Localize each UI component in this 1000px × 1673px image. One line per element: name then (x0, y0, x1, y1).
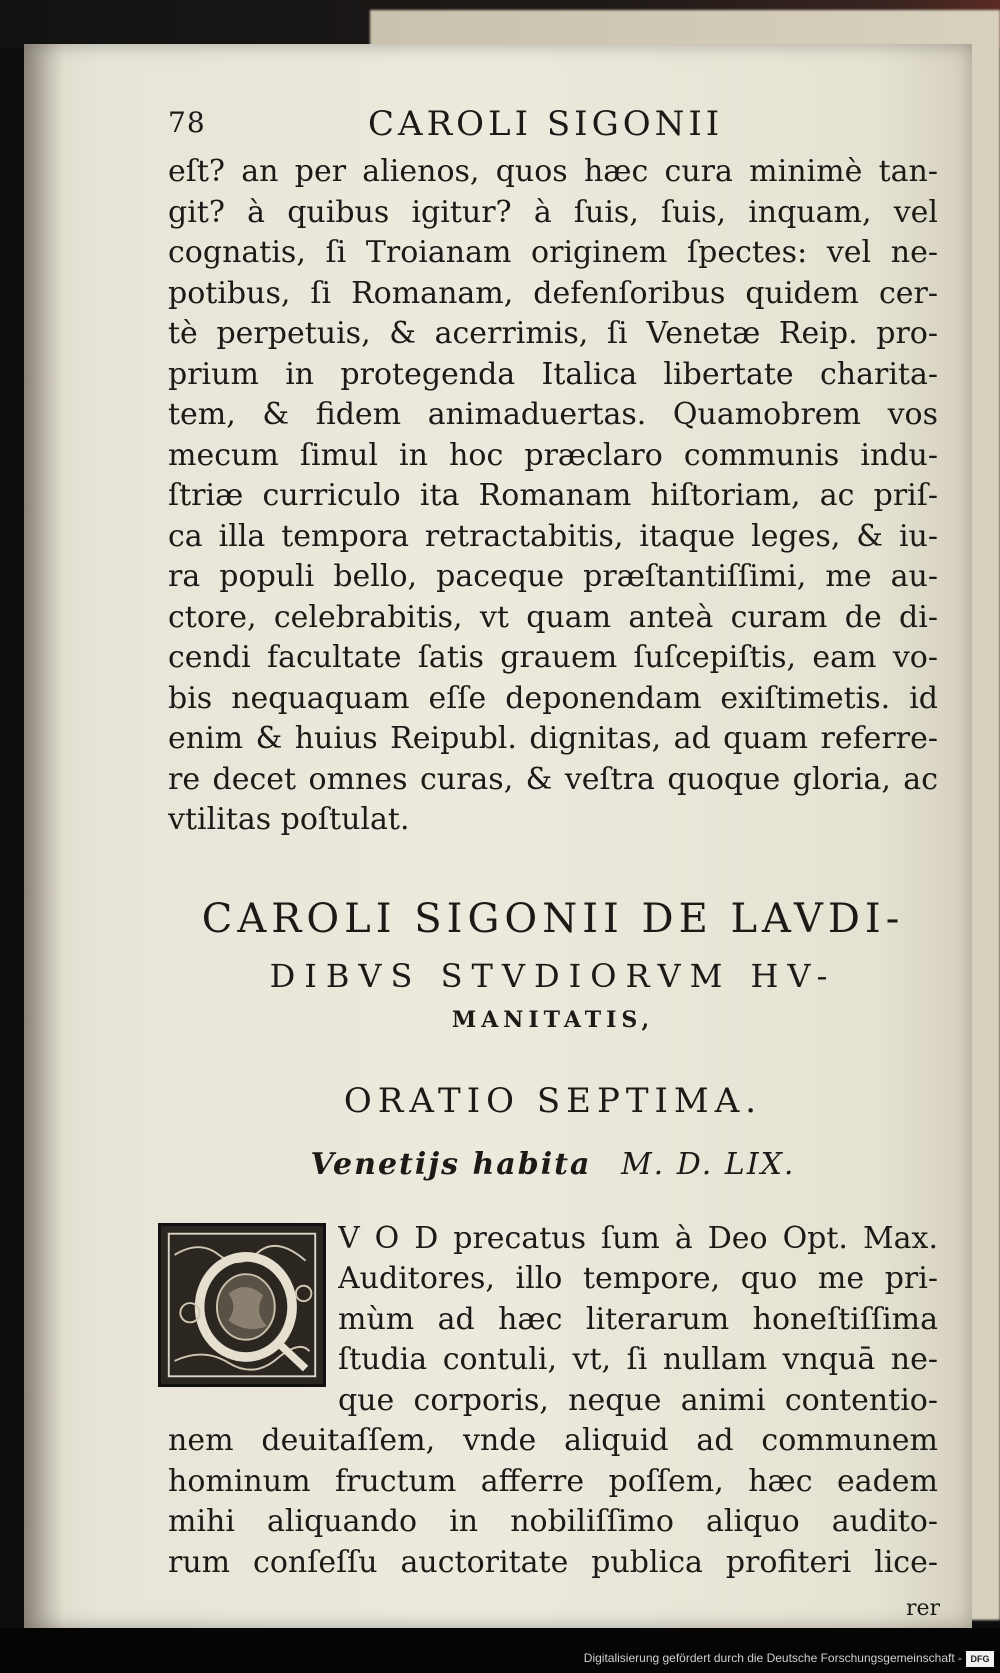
incipit-paragraph (168, 1219, 938, 1584)
digitization-credit: Digitalisierung gefördert durch die Deutsche Forschungsgemeinschaft - (583, 1651, 962, 1665)
text-line: eſt? an per alienos, quos hæc cura minimè tan- (168, 154, 938, 189)
text-line: ra populi bello, paceque præſtantiſſimi, me au- (168, 559, 938, 594)
text-line: Auditores, illo tempore, quo me pri- (338, 1261, 938, 1296)
delivery-year: M. D. LIX. (620, 1146, 796, 1182)
running-head (168, 100, 938, 152)
text-line: mecum ſimul in hoc præclaro communis indu- (168, 437, 938, 473)
delivery-place: Venetijs habita (310, 1146, 592, 1182)
text-line: tè perpetuis, & acerrimis, ſi Venetæ Reip. pro- (168, 316, 938, 351)
oration-heading (168, 893, 938, 1185)
heading-line: DIBVS STVDIORVM HV- (269, 956, 837, 995)
catchword: rer (905, 1596, 940, 1621)
heading-line: MANITATIS, (451, 1006, 655, 1033)
body-paragraph (168, 152, 938, 841)
text-line: mihi aliquando in nobiliſſimo aliquo audito- (168, 1504, 938, 1539)
text-line: rum conſeſſu auctoritate publica profiteri lice- (168, 1544, 938, 1580)
text-line: vtilitas poſtulat. (168, 802, 410, 837)
initial-ornament (161, 1226, 323, 1384)
text-line: que corporis, neque animi contentio- (338, 1382, 938, 1418)
text-line: mùm ad hæc literarum honeſtiſſima (338, 1301, 938, 1337)
text-line: cendi facultate ſatis grauem ſuſcepiſtis, eam vo- (168, 640, 938, 675)
text-line: potibus, ſi Romanam, defenſoribus quidem cer- (168, 275, 938, 311)
delivery-note (168, 1145, 938, 1185)
text-line: re decet omnes curas, & veſtra quoque gloria, ac (168, 761, 938, 797)
text-line: enim & huius Reipubl. dignitas, ad quam referre- (168, 721, 938, 756)
text-line: V O D precatus ſum à Deo Opt. Max. (338, 1220, 938, 1256)
dfg-logo-icon: DFG (966, 1651, 994, 1667)
text-line: tem, & fidem animaduertas. Quamobrem vos (168, 397, 938, 432)
page-text-area (168, 100, 938, 1583)
running-title: CAROLI SIGONII (368, 104, 724, 144)
page-number: 78 (168, 106, 206, 139)
text-line: prium in protegenda Italica libertate charita- (168, 356, 938, 392)
text-line: cognatis, ſi Troianam originem ſpectes: vel ne- (168, 235, 938, 270)
heading-line: CAROLI SIGONII DE LAVDI- (201, 895, 905, 942)
oration-number: ORATIO SEPTIMA. (343, 1080, 763, 1121)
text-line: ca illa tempora retractabitis, itaque leges, & iu- (168, 518, 938, 554)
gutter-shadow (24, 44, 64, 1628)
text-line: git? à quibus igitur? à ſuis, ſuis, inquam, vel (168, 194, 938, 230)
text-line: ſtriæ curriculo ita Romanam hiſtoriam, ac priſ- (168, 478, 938, 513)
decorated-initial-icon (158, 1223, 326, 1387)
text-line: ctore, celebrabitis, vt quam anteà curam de di- (168, 599, 938, 635)
footer-bar (0, 1628, 1000, 1673)
text-line: nem deuitaſſem, vnde aliquid ad communem (168, 1423, 938, 1458)
text-line: bis nequaquam eſſe deponendam exiſtimetis. id (168, 680, 938, 716)
text-line: ſtudia contuli, vt, ſi nullam vnquā ne- (338, 1342, 938, 1377)
text-line: hominum fructum afferre poſſem, hæc eadem (168, 1463, 938, 1499)
